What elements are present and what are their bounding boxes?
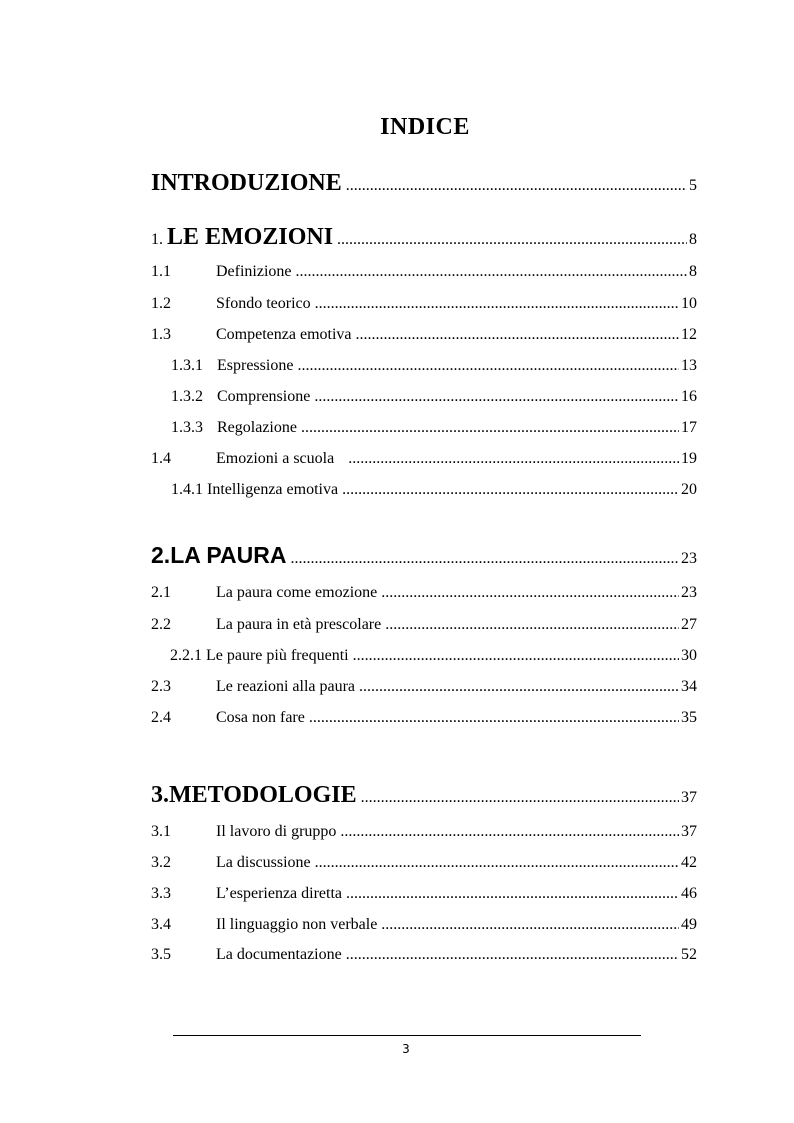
toc-title: Emozioni a scuola <box>216 450 335 467</box>
toc-entry[interactable] <box>151 885 697 903</box>
dot-leader <box>346 946 679 964</box>
dot-leader <box>359 678 679 696</box>
toc-page: 8 <box>689 263 697 280</box>
dot-leader <box>346 885 679 903</box>
toc-title: Regolazione <box>217 419 297 436</box>
toc-title: LA PAURA <box>170 542 287 568</box>
toc-number: 1.4.1 <box>171 481 203 498</box>
dot-leader <box>314 388 679 406</box>
toc-entry[interactable] <box>151 916 697 934</box>
dot-leader <box>346 177 687 195</box>
toc-entry[interactable] <box>151 388 697 406</box>
toc-title: Il lavoro di gruppo <box>216 823 337 840</box>
dot-leader <box>309 709 679 727</box>
toc-page: 37 <box>681 789 697 806</box>
toc-page: 27 <box>681 616 697 633</box>
toc-number: 3.5 <box>151 946 171 963</box>
toc-entry[interactable] <box>151 823 697 841</box>
toc-entry[interactable] <box>151 263 697 281</box>
toc-title: Il linguaggio non verbale <box>216 916 378 933</box>
toc-entry[interactable] <box>170 647 697 665</box>
toc-entry[interactable] <box>151 709 697 727</box>
toc-entry[interactable] <box>151 357 697 375</box>
toc-page: 52 <box>681 946 697 963</box>
toc-page: 8 <box>689 231 697 248</box>
toc-title: INTRODUZIONE <box>151 170 342 196</box>
dot-leader <box>315 854 679 872</box>
toc-title: La paura in età prescolare <box>216 616 382 633</box>
toc-page: 12 <box>681 326 697 343</box>
toc-page: 5 <box>689 177 697 194</box>
dot-leader <box>348 450 679 468</box>
toc-title: Definizione <box>216 263 292 280</box>
dot-leader <box>337 231 687 249</box>
dot-leader <box>301 419 679 437</box>
dot-leader <box>296 263 687 281</box>
dot-leader <box>381 916 679 934</box>
toc-number: 2. <box>151 542 171 568</box>
toc-page: 34 <box>681 678 697 695</box>
toc-title: METODOLOGIE <box>169 782 357 808</box>
page-title: INDICE <box>380 114 470 140</box>
toc-page: 35 <box>681 709 697 726</box>
toc-number: 1.3.1 <box>171 357 203 374</box>
toc-title: Le reazioni alla paura <box>216 678 356 695</box>
toc-number: 1. <box>151 231 163 248</box>
toc-title: Sfondo teorico <box>216 295 311 312</box>
toc-entry[interactable] <box>151 326 697 344</box>
toc-title: Intelligenza emotiva <box>207 481 339 498</box>
toc-page: 16 <box>681 388 697 405</box>
toc-number: 2.1 <box>151 584 171 601</box>
toc-entry[interactable] <box>171 481 697 499</box>
toc-number: 1.3.3 <box>171 419 203 436</box>
dot-leader <box>340 823 679 841</box>
toc-entry-chapter-1[interactable] <box>151 224 697 251</box>
toc-page: 46 <box>681 885 697 902</box>
toc-title: La documentazione <box>216 946 342 963</box>
toc-number: 3. <box>151 782 169 808</box>
toc-title: Competenza emotiva <box>216 326 352 343</box>
toc-number: 1.3 <box>151 326 171 343</box>
toc-page: 17 <box>681 419 697 436</box>
toc-page: 20 <box>681 481 697 498</box>
toc-page: 19 <box>681 450 697 467</box>
dot-leader <box>361 789 679 807</box>
toc-title: Espressione <box>217 357 294 374</box>
toc-entry-chapter-3[interactable] <box>151 782 697 809</box>
toc-number: 1.2 <box>151 295 171 312</box>
footer-divider <box>173 1035 641 1036</box>
toc-number: 3.2 <box>151 854 171 871</box>
toc-entry[interactable] <box>151 419 697 437</box>
toc-entry[interactable] <box>151 678 697 696</box>
dot-leader <box>342 481 679 499</box>
toc-number: 3.1 <box>151 823 171 840</box>
toc-number: 2.3 <box>151 678 171 695</box>
toc-page: 23 <box>681 584 697 601</box>
toc-title: L’esperienza diretta <box>216 885 343 902</box>
toc-entry-chapter-2[interactable] <box>151 542 697 569</box>
toc-entry[interactable] <box>151 854 697 872</box>
toc-entry[interactable] <box>151 946 697 964</box>
dot-leader <box>290 550 679 568</box>
toc-page: 23 <box>681 550 697 567</box>
toc-number: 1.1 <box>151 263 171 280</box>
toc-page: 37 <box>681 823 697 840</box>
toc-number: 3.4 <box>151 916 171 933</box>
toc-number: 3.3 <box>151 885 171 902</box>
toc-number: 1.3.2 <box>171 388 203 405</box>
dot-leader <box>385 616 679 634</box>
toc-entry[interactable] <box>151 584 697 602</box>
toc-page: 13 <box>681 357 697 374</box>
toc-entry-introduzione[interactable] <box>151 170 697 197</box>
toc-entry[interactable] <box>151 295 697 313</box>
toc-number: 2.2.1 <box>170 647 202 664</box>
toc-page: 30 <box>681 647 697 664</box>
dot-leader <box>356 326 679 344</box>
toc-page: 49 <box>681 916 697 933</box>
toc-title: Cosa non fare <box>216 709 305 726</box>
toc-title: LE EMOZIONI <box>167 224 334 250</box>
page-number: 3 <box>402 1042 410 1056</box>
toc-number: 2.4 <box>151 709 171 726</box>
toc-number: 2.2 <box>151 616 171 633</box>
dot-leader <box>381 584 679 602</box>
dot-leader <box>353 647 679 665</box>
toc-page: 42 <box>681 854 697 871</box>
toc-title: Le paure più frequenti <box>206 647 349 664</box>
toc-entry[interactable] <box>151 616 697 634</box>
toc-entry[interactable] <box>151 450 697 468</box>
toc-title: La paura come emozione <box>216 584 378 601</box>
toc-number: 1.4 <box>151 450 171 467</box>
dot-leader <box>297 357 679 375</box>
toc-title: Comprensione <box>217 388 311 405</box>
toc-page: 10 <box>681 295 697 312</box>
dot-leader <box>315 295 679 313</box>
toc-title: La discussione <box>216 854 311 871</box>
